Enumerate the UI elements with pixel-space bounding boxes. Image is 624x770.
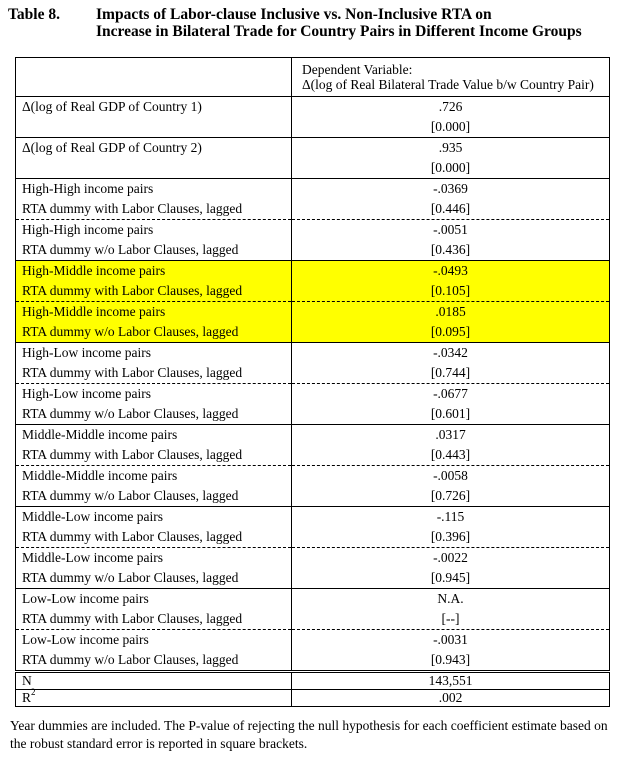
row-label: Low-Low income pairs bbox=[16, 589, 292, 610]
coefficient-value: -.0342 bbox=[292, 343, 610, 364]
table-row bbox=[16, 240, 610, 261]
row-label: High-Low income pairs bbox=[16, 343, 292, 364]
coefficient-value: .0185 bbox=[292, 302, 610, 323]
header-col2 bbox=[292, 58, 610, 97]
table-row bbox=[16, 609, 610, 630]
table-number: Table 8. bbox=[8, 6, 60, 23]
table-row bbox=[16, 466, 610, 487]
table-row bbox=[16, 322, 610, 343]
row-sublabel: RTA dummy with Labor Clauses, lagged bbox=[16, 281, 292, 302]
row-sublabel: RTA dummy with Labor Clauses, lagged bbox=[16, 445, 292, 466]
table-row bbox=[16, 220, 610, 241]
p-value: [0.436] bbox=[292, 240, 610, 261]
p-value: [0.000] bbox=[292, 117, 610, 138]
row-label: Low-Low income pairs bbox=[16, 630, 292, 651]
table-row bbox=[16, 507, 610, 528]
row-label: High-Middle income pairs bbox=[16, 261, 292, 282]
p-value: [0.443] bbox=[292, 445, 610, 466]
row-label: High-Low income pairs bbox=[16, 384, 292, 405]
p-value: [0.396] bbox=[292, 527, 610, 548]
table-row bbox=[16, 138, 610, 159]
row-label: Middle-Low income pairs bbox=[16, 548, 292, 569]
header-col2-line1: Dependent Variable: bbox=[302, 62, 413, 77]
r2-superscript: 2 bbox=[31, 686, 36, 697]
coefficient-value: -.0493 bbox=[292, 261, 610, 282]
coefficient-value: .726 bbox=[292, 97, 610, 118]
table-row bbox=[16, 568, 610, 589]
r2-label-cell bbox=[16, 686, 292, 707]
p-value: [0.095] bbox=[292, 322, 610, 343]
table-row bbox=[16, 343, 610, 364]
table-row bbox=[16, 404, 610, 425]
table-row bbox=[16, 445, 610, 466]
r2-value: .002 bbox=[292, 690, 610, 707]
table-row bbox=[16, 281, 610, 302]
row-sublabel: RTA dummy w/o Labor Clauses, lagged bbox=[16, 486, 292, 507]
row-sublabel: RTA dummy with Labor Clauses, lagged bbox=[16, 527, 292, 548]
row-sublabel: RTA dummy w/o Labor Clauses, lagged bbox=[16, 650, 292, 672]
row-label: High-High income pairs bbox=[16, 220, 292, 241]
p-value: [0.000] bbox=[292, 158, 610, 179]
regression-table bbox=[15, 57, 610, 707]
coefficient-value: -.115 bbox=[292, 507, 610, 528]
title-line-2: Increase in Bilateral Trade for Country Pairs in Different Income Groups bbox=[96, 23, 582, 40]
n-value: 143,551 bbox=[292, 672, 610, 690]
table-row bbox=[16, 384, 610, 405]
n-row bbox=[16, 672, 610, 690]
row-label: Middle-Middle income pairs bbox=[16, 425, 292, 446]
table-row bbox=[16, 97, 610, 118]
coefficient-value: -.0677 bbox=[292, 384, 610, 405]
p-value: [0.105] bbox=[292, 281, 610, 302]
row-sublabel: RTA dummy with Labor Clauses, lagged bbox=[16, 609, 292, 630]
row-label: Δ(log of Real GDP of Country 1) bbox=[16, 97, 292, 118]
r2-row bbox=[16, 690, 610, 707]
p-value: [0.601] bbox=[292, 404, 610, 425]
table-row bbox=[16, 158, 610, 179]
row-label: Middle-Low income pairs bbox=[16, 507, 292, 528]
n-label: N bbox=[16, 672, 292, 690]
p-value: [0.945] bbox=[292, 568, 610, 589]
p-value: [0.943] bbox=[292, 650, 610, 672]
table-row bbox=[16, 363, 610, 384]
table-header-row bbox=[16, 58, 610, 97]
table-row bbox=[16, 527, 610, 548]
table-row bbox=[16, 589, 610, 610]
row-sublabel: RTA dummy w/o Labor Clauses, lagged bbox=[16, 240, 292, 261]
coefficient-value: .0317 bbox=[292, 425, 610, 446]
header-col1 bbox=[16, 58, 292, 97]
table-row bbox=[16, 261, 610, 282]
row-sublabel: RTA dummy w/o Labor Clauses, lagged bbox=[16, 322, 292, 343]
title-line-1: Impacts of Labor-clause Inclusive vs. Non-Inclusive RTA on bbox=[96, 6, 492, 23]
row-label: Middle-Middle income pairs bbox=[16, 466, 292, 487]
coefficient-value: -.0031 bbox=[292, 630, 610, 651]
table-title-text bbox=[96, 6, 620, 40]
row-sublabel: RTA dummy with Labor Clauses, lagged bbox=[16, 199, 292, 220]
row-sublabel: RTA dummy w/o Labor Clauses, lagged bbox=[16, 568, 292, 589]
table-row bbox=[16, 486, 610, 507]
table-row bbox=[16, 179, 610, 200]
table-row bbox=[16, 199, 610, 220]
coefficient-value: -.0369 bbox=[292, 179, 610, 200]
table-row bbox=[16, 650, 610, 672]
header-col2-line2: Δ(log of Real Bilateral Trade Value b/w Country Pair) bbox=[302, 77, 594, 92]
row-sublabel bbox=[16, 117, 292, 138]
coefficient-value: .935 bbox=[292, 138, 610, 159]
p-value: [0.726] bbox=[292, 486, 610, 507]
p-value: [0.446] bbox=[292, 199, 610, 220]
coefficient-value: -.0022 bbox=[292, 548, 610, 569]
table-row bbox=[16, 425, 610, 446]
row-label: Δ(log of Real GDP of Country 2) bbox=[16, 138, 292, 159]
p-value: [--] bbox=[292, 609, 610, 630]
row-label: High-High income pairs bbox=[16, 179, 292, 200]
row-sublabel: RTA dummy with Labor Clauses, lagged bbox=[16, 363, 292, 384]
coefficient-value: -.0058 bbox=[292, 466, 610, 487]
table-note: Year dummies are included. The P-value of rejecting the null hypothesis for each coefficient estimate based on the robust standard error is reported in square brackets. bbox=[10, 718, 608, 751]
table-row bbox=[16, 548, 610, 569]
coefficient-value: N.A. bbox=[292, 589, 610, 610]
row-sublabel bbox=[16, 158, 292, 179]
p-value: [0.744] bbox=[292, 363, 610, 384]
table-row bbox=[16, 630, 610, 651]
row-sublabel: RTA dummy w/o Labor Clauses, lagged bbox=[16, 404, 292, 425]
table-row bbox=[16, 302, 610, 323]
r2-label: R bbox=[22, 690, 32, 705]
row-label: High-Middle income pairs bbox=[16, 302, 292, 323]
table-row bbox=[16, 117, 610, 138]
coefficient-value: -.0051 bbox=[292, 220, 610, 241]
